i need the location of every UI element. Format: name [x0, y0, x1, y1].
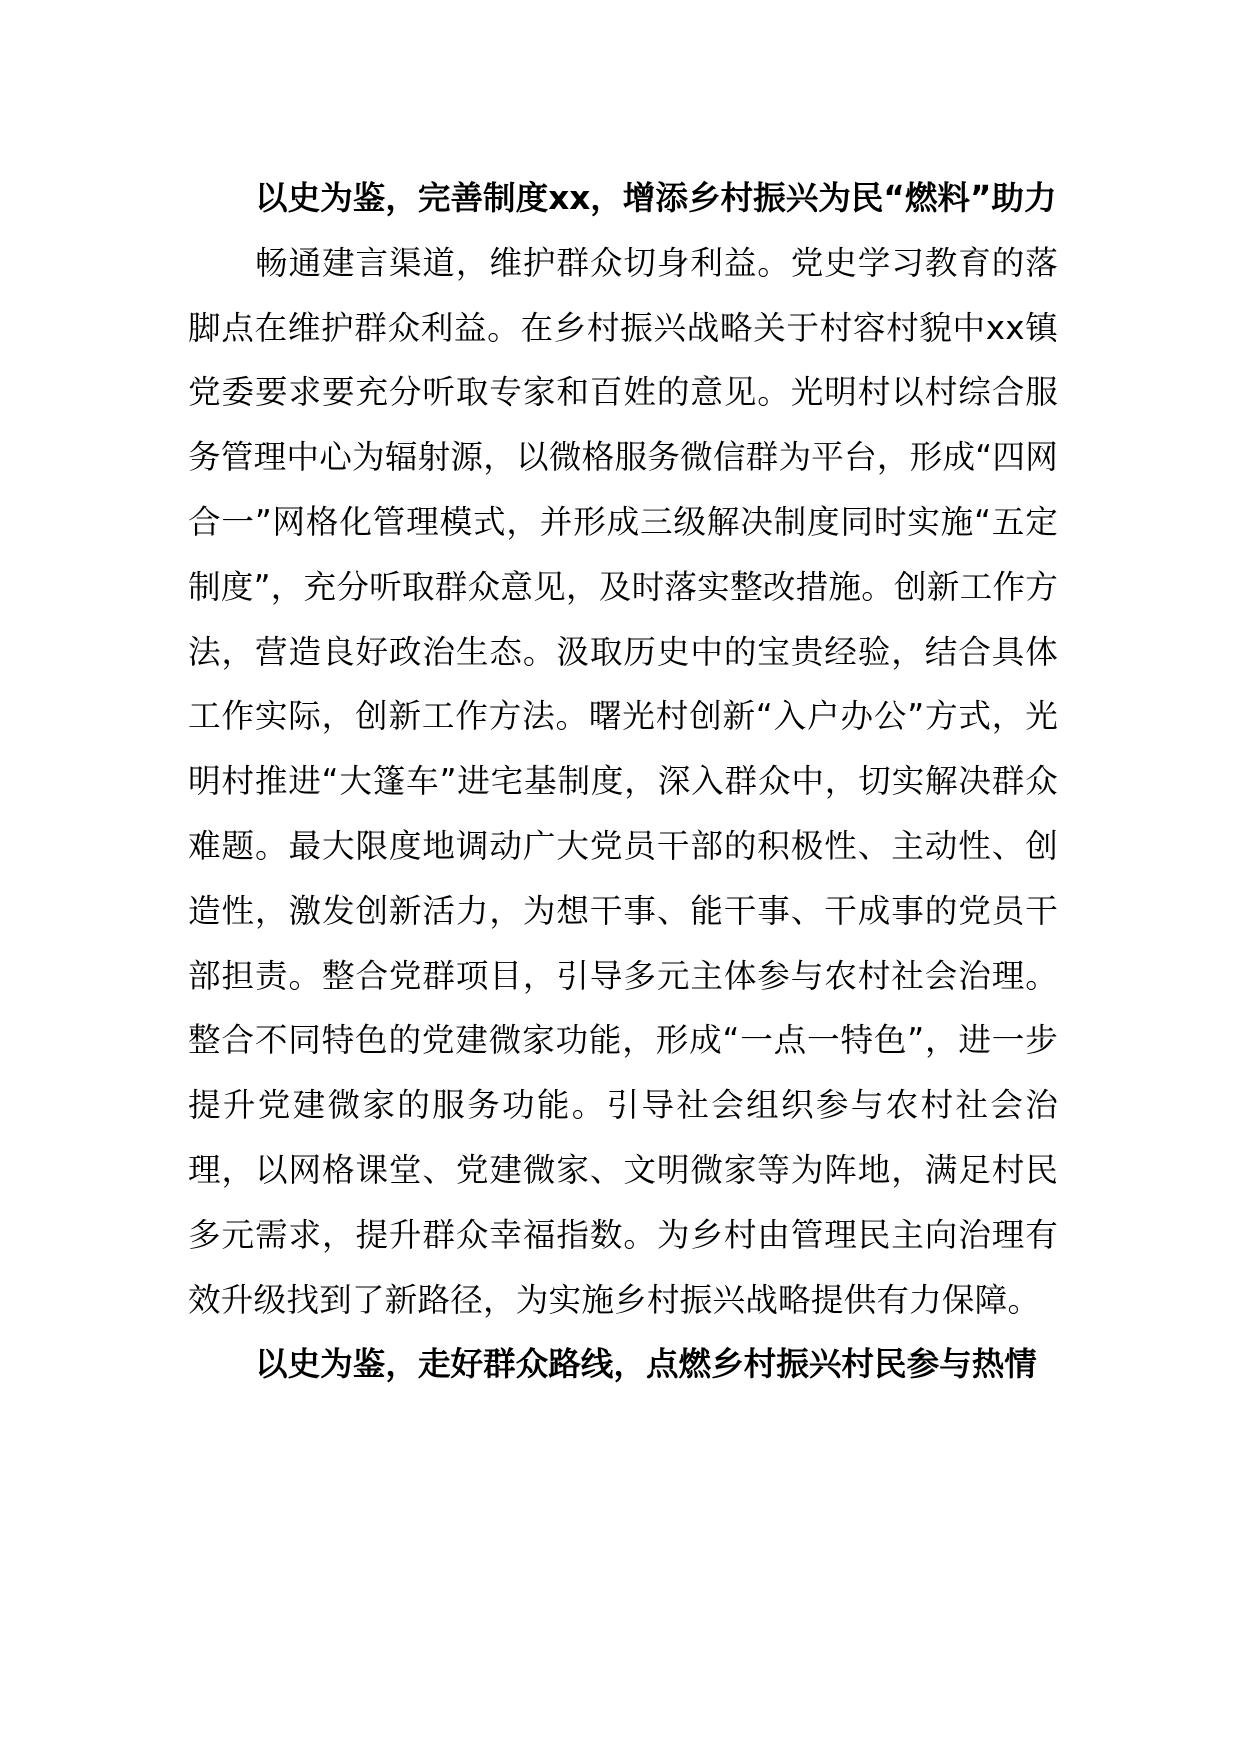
- section-heading-2: 以史为鉴，走好群众路线，点燃乡村振兴村民参与热情: [255, 1345, 1037, 1384]
- section-heading-1: 以史为鉴，完善制度xx，增添乡村振兴为民“燃料”助力: [255, 179, 1057, 217]
- document-page: [188, 166, 1058, 1397]
- body-paragraph-1: 畅通建言渠道，维护群众切身利益。党史学习教育的落脚点在维护群众利益。在乡村振兴战略关于村容村貌中xx镇党委要求要充分听取专家和百姓的意见。光明村以村综合服务管理中心为辐射源，以微格服务微信群为平台，形成“四网合一”网格化管理模式，并形成三级解决制度同时实施“五定制度”，充分听取群众意见，及时落实整改措施。创新工作方法，营造良好政治生态。汲取历史中的宝贵经验，结合具体工作实际，创新工作方法。曙光村创新“入户办公”方式，光明村推进“大篷车”进宅基制度，深入群众中，切实解决群众难题。最大限度地调动广大党员干部的积极性、主动性、创造性，激发创新活力，为想干事、能干事、干成事的党员干部担责。整合党群项目，引导多元主体参与农村社会治理。整合不同特色的党建微家功能，形成“一点一特色”，进一步提升党建微家的服务功能。引导社会组织参与农村社会治理，以网格课堂、党建微家、文明微家等为阵地，满足村民多元需求，提升群众幸福指数。为乡村由管理民主向治理有效升级找到了新路径，为实施乡村振兴战略提供有力保障。: [188, 243, 1058, 1319]
